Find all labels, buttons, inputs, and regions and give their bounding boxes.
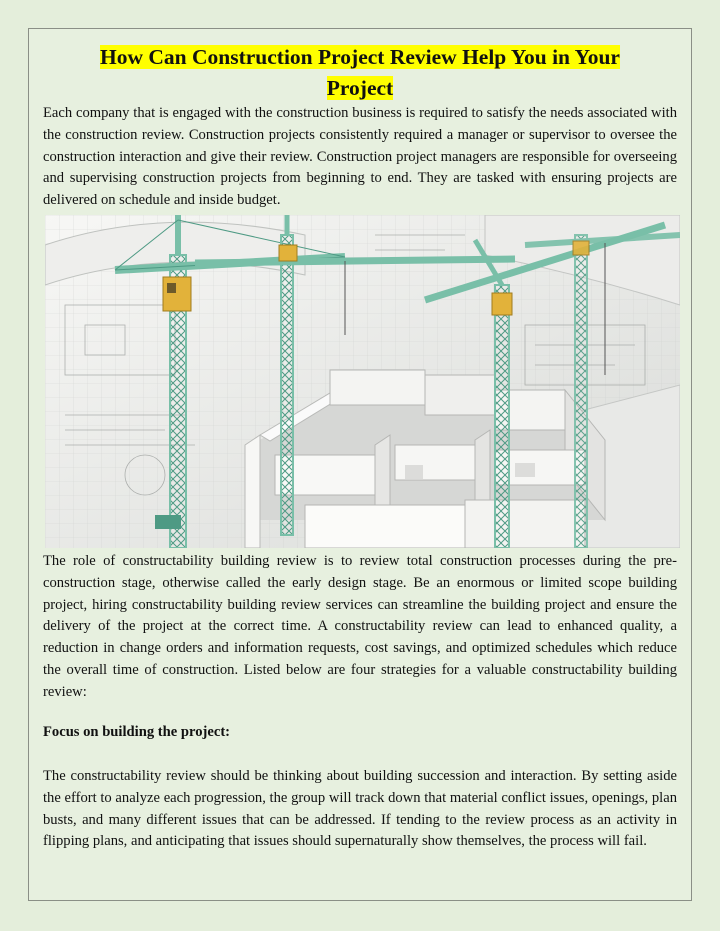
document-page (28, 28, 692, 901)
intro-paragraph: Each company that is engaged with the construction business is required to satisfy the needs associated with the construction review. Construction projects consistently required a manager or supervisor to oversee the construction interaction and give their review. Construction project managers are responsible for overseeing and supervising construction projects from beginning to end. They are tasked with ensuring projects are delivered on schedule and inside budget. (43, 105, 677, 209)
construction-image (45, 215, 680, 548)
role-paragraph: The role of constructability building review is to review total construction processes during the pre-construction stage, otherwise called the early design stage. Be an enormous or limited scope building project, hiring constructability building review services can streamline the building project and ensure the delivery of the project at the correct time. A constructability review can lead to enhanced quality, a reduction in change orders and information requests, cost savings, and optimized schedules which reduce the overall time of construction. Listed below are four strategies for a valuable constructability building review: (43, 553, 677, 700)
title-highlight: How Can Construction Project Review Help You in Your Project (100, 45, 620, 100)
section-heading: Focus on building the project: (43, 724, 231, 740)
page-title (29, 42, 691, 104)
cranes-illustration (45, 215, 680, 548)
focus-paragraph: The constructability review should be thinking about building succession and interaction. By setting aside the effort to analyze each progression, the group will track down that material conflict issues, openings, plan busts, and many different issues that can be addressed. If tending to the review process as an activity in flipping plans, and anticipating that issues should supernaturally show themselves, the process will fail. (43, 768, 677, 850)
